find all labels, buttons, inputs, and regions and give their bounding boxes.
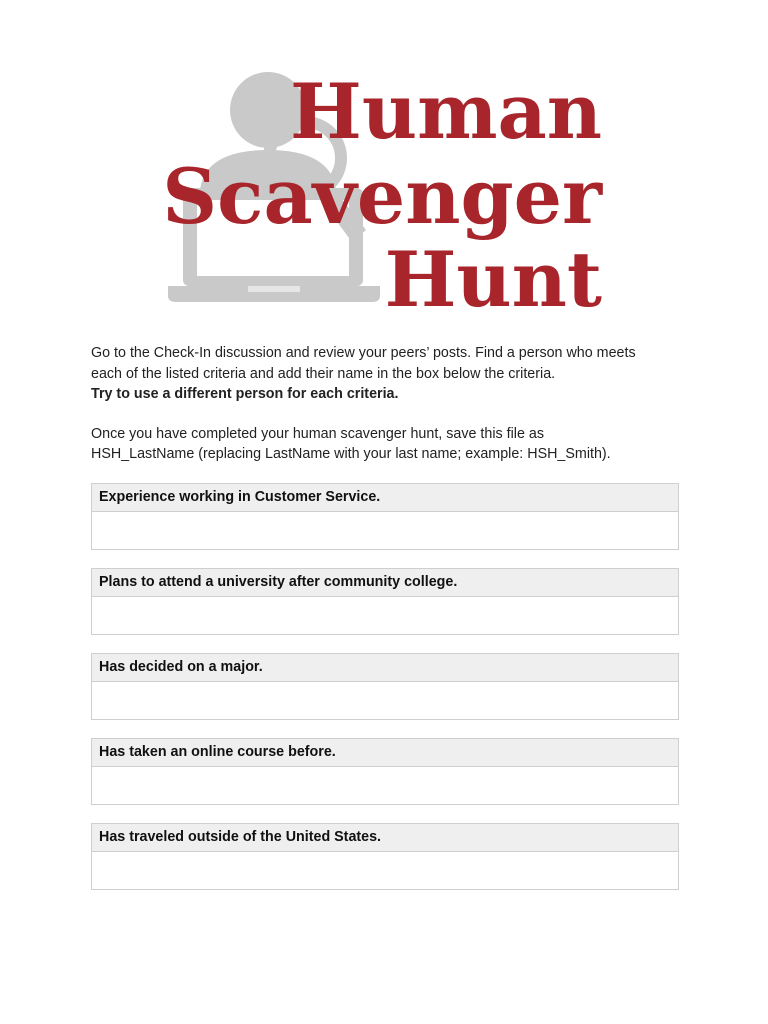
instructions-line-4: HSH_LastName (replacing LastName with your last name; example: HSH_Smith).	[91, 446, 611, 462]
criteria-answer-field[interactable]	[92, 852, 678, 889]
criteria-label: Experience working in Customer Service.	[92, 484, 678, 512]
instructions-line-1: Go to the Check-In discussion and review your peers’ posts. Find a person who meets	[91, 345, 636, 361]
criteria-label: Has traveled outside of the United States.	[92, 824, 678, 852]
criteria-table	[91, 738, 679, 805]
criteria-answer-field[interactable]	[92, 597, 678, 634]
criteria-table	[91, 653, 679, 720]
logo-title-line-3: Hunt	[384, 235, 602, 320]
instructions	[91, 343, 691, 465]
instructions-line-2: each of the listed criteria and add their name in the box below the criteria.	[91, 365, 556, 382]
criteria-label: Plans to attend a university after community college.	[92, 569, 678, 597]
criteria-answer-field[interactable]	[92, 682, 678, 719]
instructions-line-3: Once you have completed your human scavenger hunt, save this file as	[91, 425, 544, 442]
criteria-list	[91, 483, 679, 908]
criteria-label: Has decided on a major.	[92, 654, 678, 682]
logo-title-line-2: Scavenger	[162, 152, 602, 241]
criteria-label: Has taken an online course before.	[92, 739, 678, 767]
criteria-table	[91, 568, 679, 635]
criteria-table	[91, 483, 679, 550]
criteria-table	[91, 823, 679, 890]
instructions-bold-note: Try to use a different person for each criteria.	[91, 386, 399, 402]
logo-title-line-1: Human	[290, 67, 602, 156]
logo	[0, 0, 768, 320]
criteria-answer-field[interactable]	[92, 512, 678, 549]
criteria-answer-field[interactable]	[92, 767, 678, 804]
